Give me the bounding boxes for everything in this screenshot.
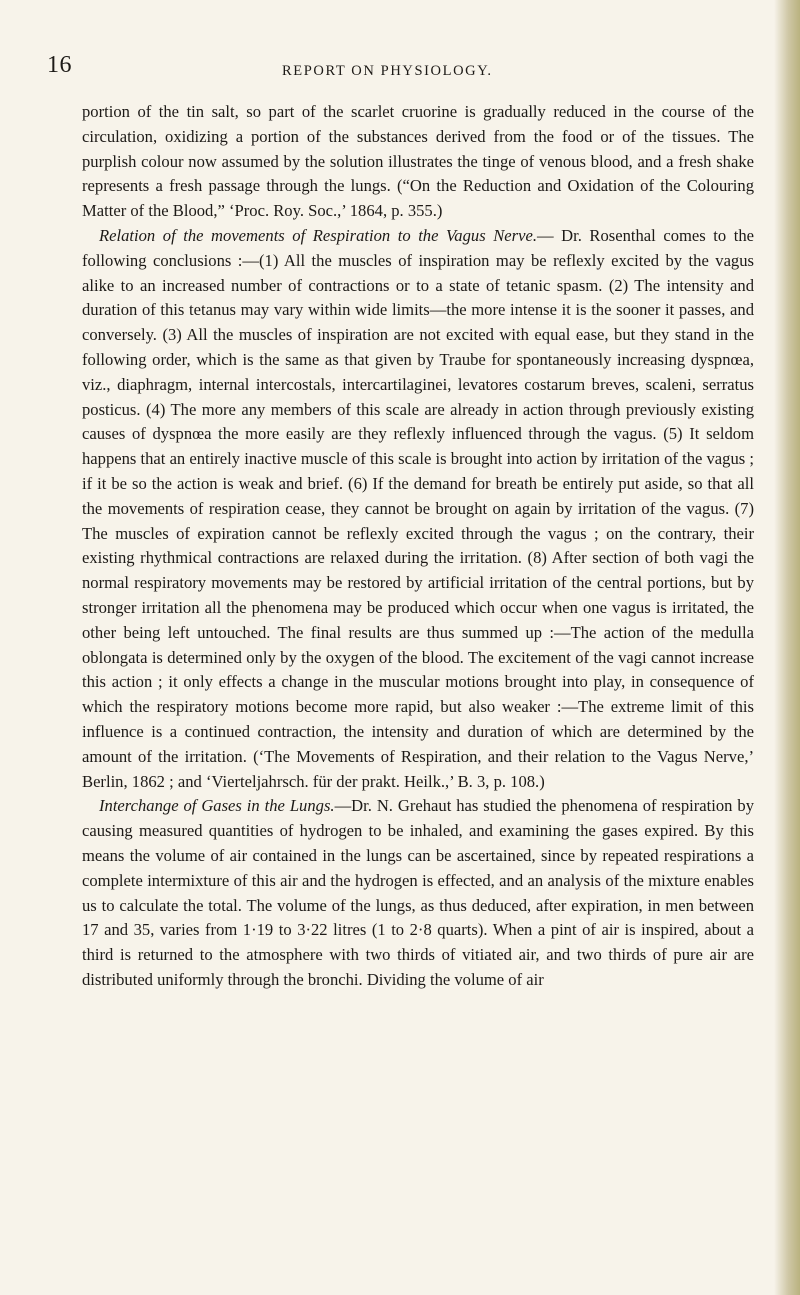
page-edge-shadow [774, 0, 800, 1295]
paragraph-cruorine [82, 100, 754, 224]
paragraph-vagus-nerve [82, 224, 754, 794]
page-header [0, 52, 800, 84]
page-number: 16 [47, 52, 72, 78]
section-title: Relation of the movements of Respiration to the Vagus Nerve. [99, 225, 537, 245]
paragraph-text: portion of the tin salt, so part of the scarlet cruorine is gradually reduced in the course of the circulation, oxidizing a portion of the substances derived from the food or of the tissues. The purplish colour now assumed by the solution illustrates the tinge of venous blood, and a fresh shake represents a fresh passage through the lungs. (“On the Reduction and Oxidation of the Colouring Matter of the Blood,” ‘Proc. Roy. Soc.,’ 1864, p. 355.) [82, 102, 754, 221]
paragraph-gases-lungs [82, 794, 754, 992]
body-text [82, 100, 754, 993]
paragraph-text: —Dr. N. Grehaut has studied the phenomena of respiration by causing measured quantities of hydrogen to be inhaled, and examining the gases expired. By this means the volume of air contained in the lungs can be ascertained, since by repeated respirations a complete intermixture of this air and the hydrogen is effected, and an analysis of the mixture enables us to calculate the total. The volume of the lungs, as thus deduced, after expiration, in men between 17 and 35, varies from 1·19 to 3·22 litres (1 to 2·8 quarts). When a pint of air is inspired, about a third is returned to the atmosphere with two thirds of vitiated air, and two thirds of pure air are distributed uniformly through the bronchi. Dividing the volume of air [82, 796, 754, 989]
paragraph-text: — Dr. Rosenthal comes to the following conclusions :—(1) All the muscles of inspiration may be reflexly excited by the vagus alike to an increased number of contractions or to a state of tetanic spasm. (2) The intensity and duration of this tetanus may vary within wide limits—the more intense it is the sooner it passes, and conversely. (3) All the muscles of inspiration are not excited with equal ease, but they stand in the following order, which is the same as that given by Traube for spontaneously increasing dyspnœa, viz., diaphragm, internal intercostals, intercartilaginei, levatores costarum breves, scaleni, serratus posticus. (4) The more any members of this scale are already in action through previously existing causes of dyspnœa the more easily are they reflexly influenced through the vagus. (5) It seldom happens that an entirely inactive muscle of this scale is brought into action by irritation of the vagus ; if it be so the action is weak and brief. (6) If the demand for breath be entirely put aside, so that all the movements of respiration cease, they cannot be brought on again by irritation of the vagus. (7) The muscles of expiration cannot be reflexly excited through the vagus ; on the contrary, their existing rhythmical contractions are relaxed during the irritation. (8) After section of both vagi the normal respiratory movements may be restored by artificial irritation of the central portions, but by stronger irritation all the phenomena may be produced which occur when one vagus is irritated, the other being left untouched. The final results are thus summed up :—The action of the medulla oblongata is determined only by the oxygen of the blood. The excitement of the vagi cannot increase this action ; it only effects a change in the muscular motions brought into play, in consequence of which the respiratory motions become more rapid, but also weaker :—The extreme limit of this influence is a continued contraction, the intensity and duration of which are determined by the amount of the irritation. (‘The Movements of Respiration, and their relation to the Vagus Nerve,’ Berlin, 1862 ; and ‘Vierteljahrsch. für der prakt. Heilk.,’ B. 3, p. 108.) [82, 225, 754, 791]
running-head: REPORT ON PHYSIOLOGY. [282, 63, 493, 79]
section-title: Interchange of Gases in the Lungs. [99, 796, 335, 816]
